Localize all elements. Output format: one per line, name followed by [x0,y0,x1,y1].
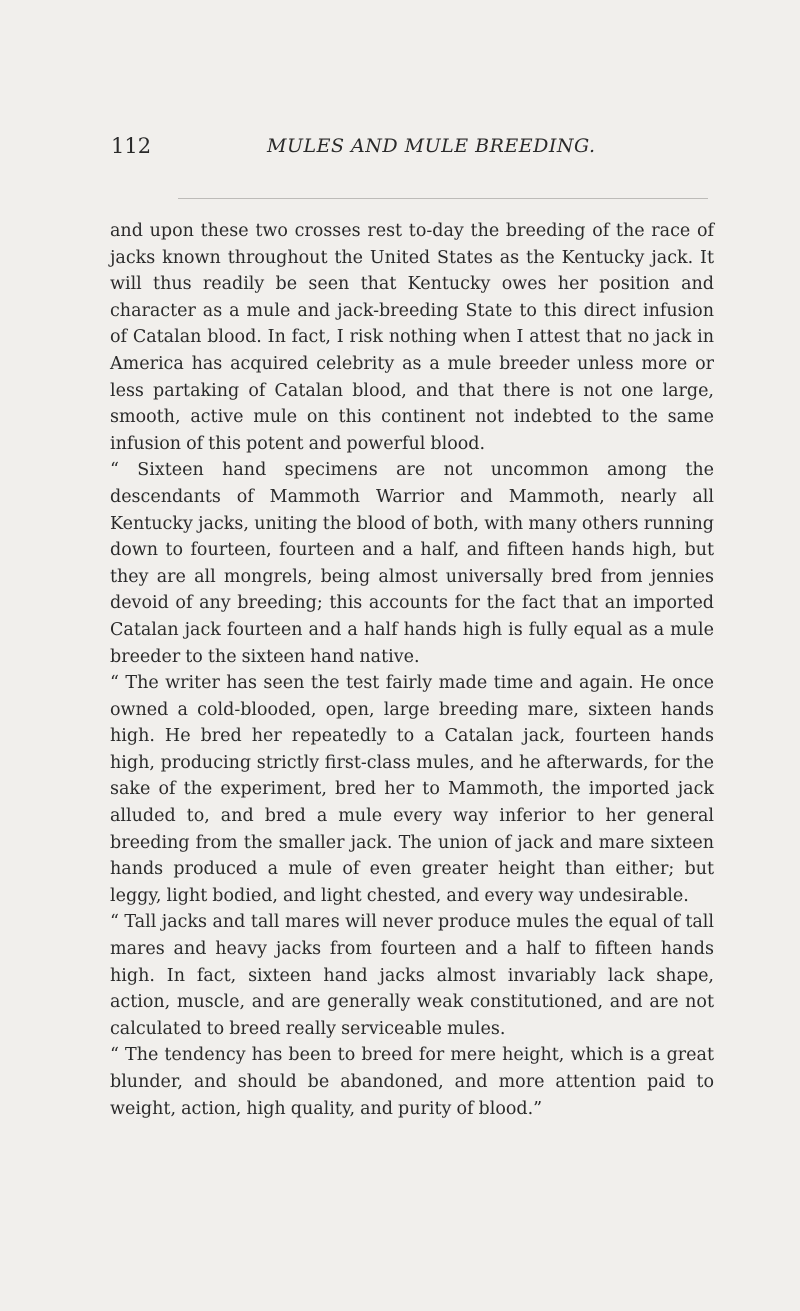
paragraph: “ Sixteen hand specimens are not uncommon among the descendants of Mammoth Warrior and Mammoth, nearly all Kentucky jacks, uniting the blood of both, with many others running down to fourteen, fourteen and a half, and fifteen hands high, but they are all mongrels, being almost universally bred from jennies devoid of any breeding; this accounts for the fact that an imported Catalan jack fourteen and a half hands high is fully equal as a mule breeder to the sixteen hand native. [110,460,714,667]
paragraph: “ Tall jacks and tall mares will never produce mules the equal of tall mares and heavy jacks from fourteen and a half to fifteen hands high. In fact, sixteen hand jacks almost invariably lack shape, action, muscle, and are generally weak constitutioned, and are not calculated to breed really serviceable mules. [110,912,714,1039]
running-title: MULES AND MULE BREEDING. [267,135,596,157]
page-number: 112 [111,134,152,158]
paragraph: and upon these two crosses rest to-day the breeding of the race of jacks known throughout the United States as the Kentucky jack. It will thus readily be seen that Kentucky owes her position and character as a mule and jack-breeding State to this direct infusion of Catalan blood. In fact, I risk nothing when I attest that no jack in America has acquired celebrity as a mule breeder unless more or less partaking of Catalan blood, and that there is not one large, smooth, active mule on this continent not indebted to the same infusion of this potent and powerful blood. [110,221,714,454]
paragraph: “ The tendency has been to breed for mere height, which is a great blunder, and should be abandoned, and more attention paid to weight, action, high quality, and purity of blood.” [110,1045,714,1119]
body-text [110,218,714,1122]
header-rule [178,198,708,199]
paragraph: “ The writer has seen the test fairly made time and again. He once owned a cold-blooded, open, large breeding mare, sixteen hands high. He bred her repeatedly to a Catalan jack, fourteen hands high, producing strictly first-class mules, and he afterwards, for the sake of the experiment, bred her to Mammoth, the imported jack alluded to, and bred a mule every way inferior to her general breeding from the smaller jack. The union of jack and mare sixteen hands produced a mule of even greater height than either; but leggy, light bodied, and light chested, and every way undesirable. [110,673,714,906]
page-header [111,131,711,161]
